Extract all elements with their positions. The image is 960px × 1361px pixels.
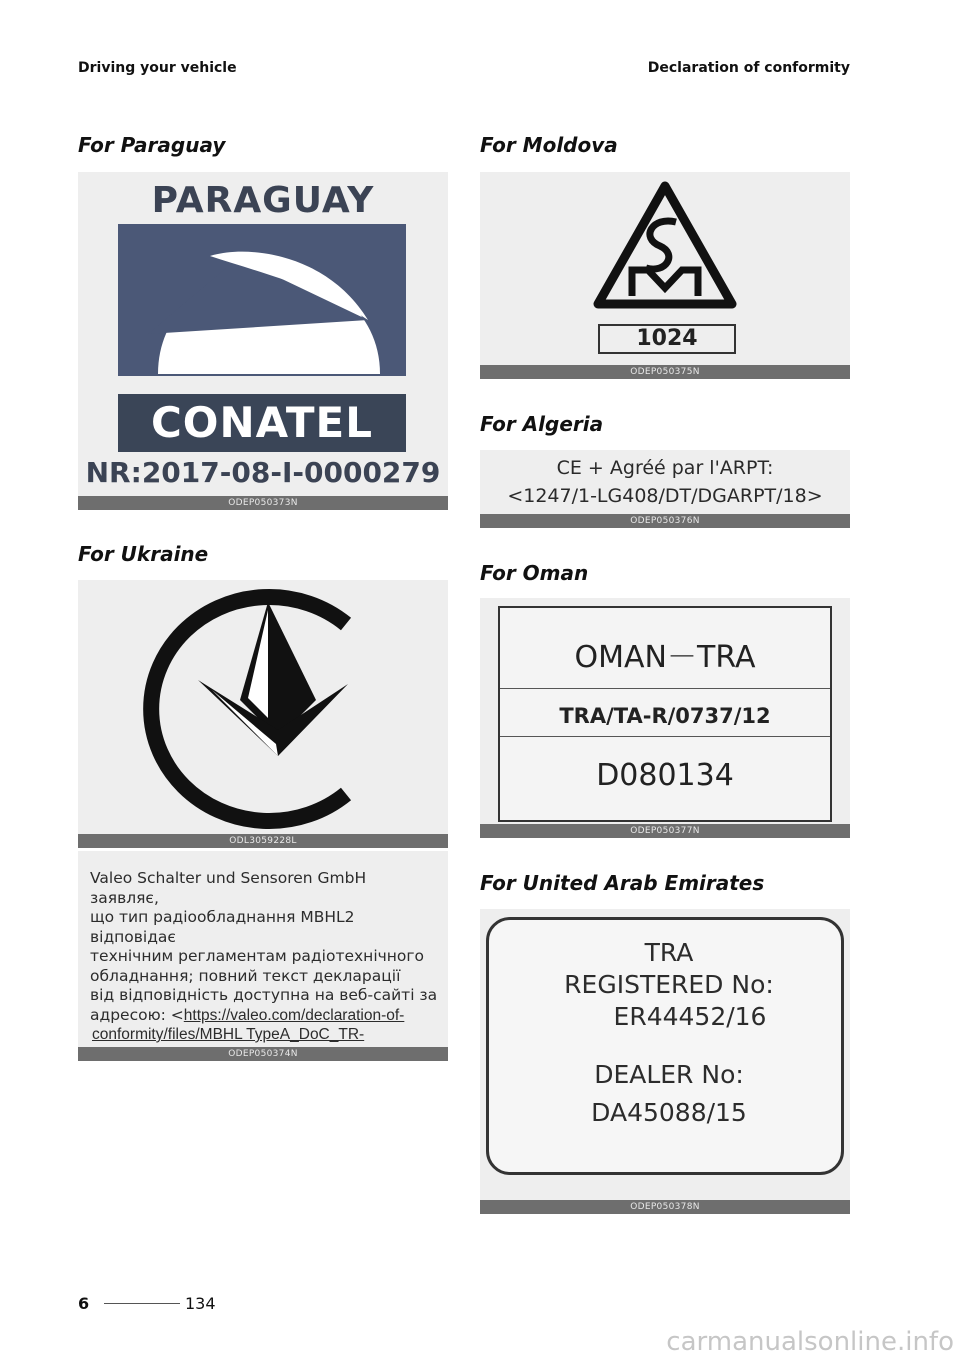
- uae-label-frame: [486, 917, 844, 1175]
- figure-caption: ODL3059228L: [78, 834, 448, 848]
- figure-ukraine-mark: [78, 580, 448, 848]
- declaration-url: https://valeo.com/declaration-of-: [183, 1006, 405, 1024]
- figure-uae-label: [480, 909, 850, 1214]
- declaration-line: Valeo Schalter und Sensoren GmbH заявляє,: [90, 869, 367, 907]
- declaration-line: обладнання; повний текст декларації: [90, 966, 401, 985]
- declaration-line: адресою: <: [90, 1005, 184, 1024]
- oman-label-line: D080134: [596, 758, 734, 793]
- declaration-url: conformity/files/MBHL TypeA_DoC_TR-: [92, 1026, 365, 1043]
- uae-label-line: DA45088/15: [591, 1098, 747, 1127]
- section-title-uae: For United Arab Emirates: [480, 871, 765, 895]
- uae-label-line: DEALER No:: [594, 1060, 744, 1089]
- declaration-line: що тип радіообладнання MBHL2 відповідає: [90, 908, 355, 946]
- figure-caption: ODEP050373N: [78, 496, 448, 510]
- figure-caption: ODEP050374N: [78, 1047, 448, 1061]
- moldova-mark-number: 1024: [598, 324, 736, 354]
- algeria-label-line: <1247/1-LG408/DT/DGARPT/18>: [507, 485, 823, 507]
- running-header-section: Declaration of conformity: [647, 60, 850, 76]
- page-number: 134: [185, 1294, 216, 1313]
- figure-caption: ODEP050376N: [480, 514, 850, 528]
- figure-moldova-mark: [480, 172, 850, 379]
- section-title-paraguay: For Paraguay: [78, 133, 226, 157]
- section-title-oman: For Oman: [480, 561, 589, 585]
- figure-algeria-label: [480, 450, 850, 528]
- algeria-label-line: CE + Agréé par l'ARPT:: [556, 457, 774, 479]
- section-title-algeria: For Algeria: [480, 412, 604, 436]
- figure-caption: ODEP050375N: [480, 365, 850, 379]
- footer-divider: [104, 1303, 180, 1304]
- oman-label-line: TRA/TA-R/0737/12: [559, 704, 771, 728]
- figure-paraguay-label: [78, 172, 448, 510]
- section-title-ukraine: For Ukraine: [78, 542, 209, 566]
- conatel-logo-icon: [118, 224, 406, 376]
- figure-caption: ODEP050378N: [480, 1200, 850, 1214]
- declaration-line: технічним регламентам радіотехнічного: [90, 947, 425, 965]
- uae-label-line: ER44452/16: [613, 1002, 767, 1031]
- figure-oman-label: [480, 598, 850, 838]
- running-header-chapter: Driving your vehicle: [78, 60, 237, 76]
- chapter-number: 6: [78, 1294, 90, 1313]
- oman-label-frame: [498, 606, 832, 822]
- oman-label-line: OMAN－TRA: [574, 640, 756, 675]
- paraguay-label-number: NR:2017-08-I-0000279: [85, 456, 441, 489]
- watermark: carmanualsonline.info: [666, 1327, 954, 1357]
- paraguay-label-brand: CONATEL: [118, 394, 406, 452]
- section-title-moldova: For Moldova: [480, 133, 618, 157]
- ukraine-declaration-text: [90, 869, 438, 1061]
- paraguay-label-title: PARAGUAY: [151, 180, 375, 221]
- figure-ukraine-declaration: [78, 851, 448, 1061]
- moldova-sm-mark-icon: [480, 172, 850, 322]
- uae-label-line: REGISTERED No:: [564, 970, 774, 999]
- figure-caption: ODEP050377N: [480, 824, 850, 838]
- ukraine-conformity-mark-icon: [78, 580, 448, 834]
- uae-label-line: TRA: [644, 938, 694, 967]
- declaration-line: від відповідність доступна на веб-сайті за: [90, 986, 438, 1004]
